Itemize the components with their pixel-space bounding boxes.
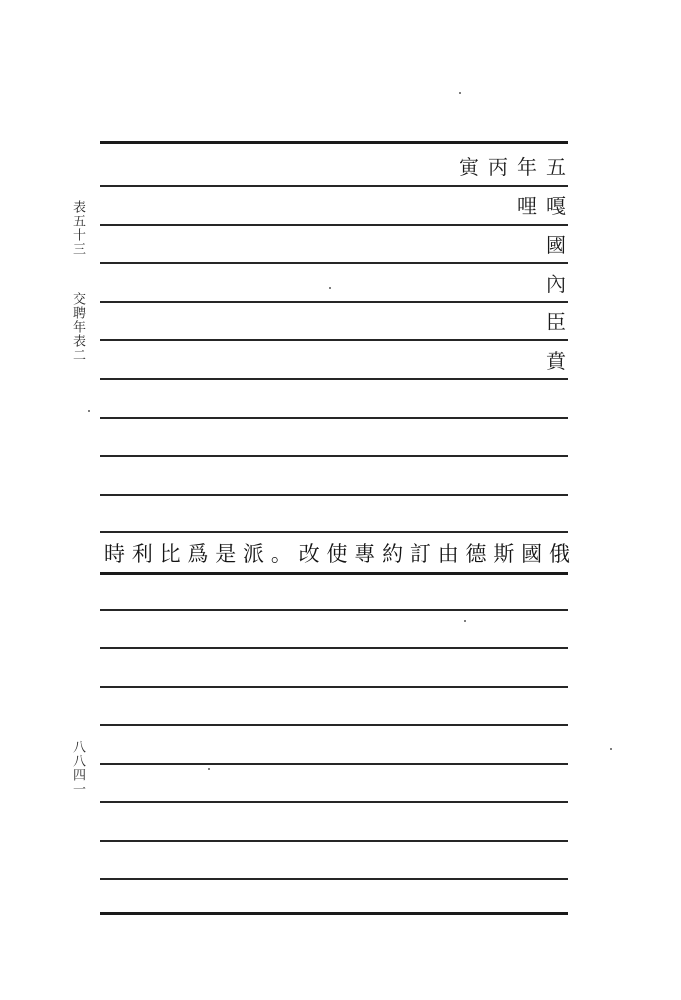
table-rule [100,647,568,649]
entry-bottom-rule [100,572,568,575]
scan-speck [88,410,90,412]
entry-top-rule [100,531,568,533]
table-rule [100,301,568,303]
envoy-name-cell: 國 [546,233,575,257]
table-number-label: 表五十三 [70,200,85,256]
table-rule [100,339,568,341]
table-rule [100,763,568,765]
scan-speck [329,287,331,289]
table-rule [100,686,568,688]
year-cell: 寅丙年五 [459,155,575,179]
table-rule [100,455,568,457]
envoy-name-cell: 賁 [546,349,575,373]
table-rule [100,417,568,419]
table-rule [100,724,568,726]
table-rule [100,378,568,380]
page-number: 八八四一 [70,740,85,796]
scan-speck [464,620,466,622]
country-entry-text: 時利比爲是派。改使專約訂由德斯國俄 [104,542,570,566]
scan-speck [208,768,210,770]
table-rule [100,609,568,611]
table-rule [100,185,568,187]
table-top-rule [100,141,568,144]
table-title-label: 交聘年表二 [70,292,85,362]
table-bottom-rule [100,912,568,915]
envoy-name-cell: 臣 [546,310,575,334]
table-rule [100,224,568,226]
table-rule [100,262,568,264]
envoy-name-cell: 內 [546,272,575,296]
table-rule [100,801,568,803]
scan-speck [459,92,461,94]
table-rule [100,494,568,496]
envoy-name-cell: 哩嘎 [517,194,575,218]
scan-speck [610,748,612,750]
table-rule [100,878,568,880]
table-rule [100,840,568,842]
